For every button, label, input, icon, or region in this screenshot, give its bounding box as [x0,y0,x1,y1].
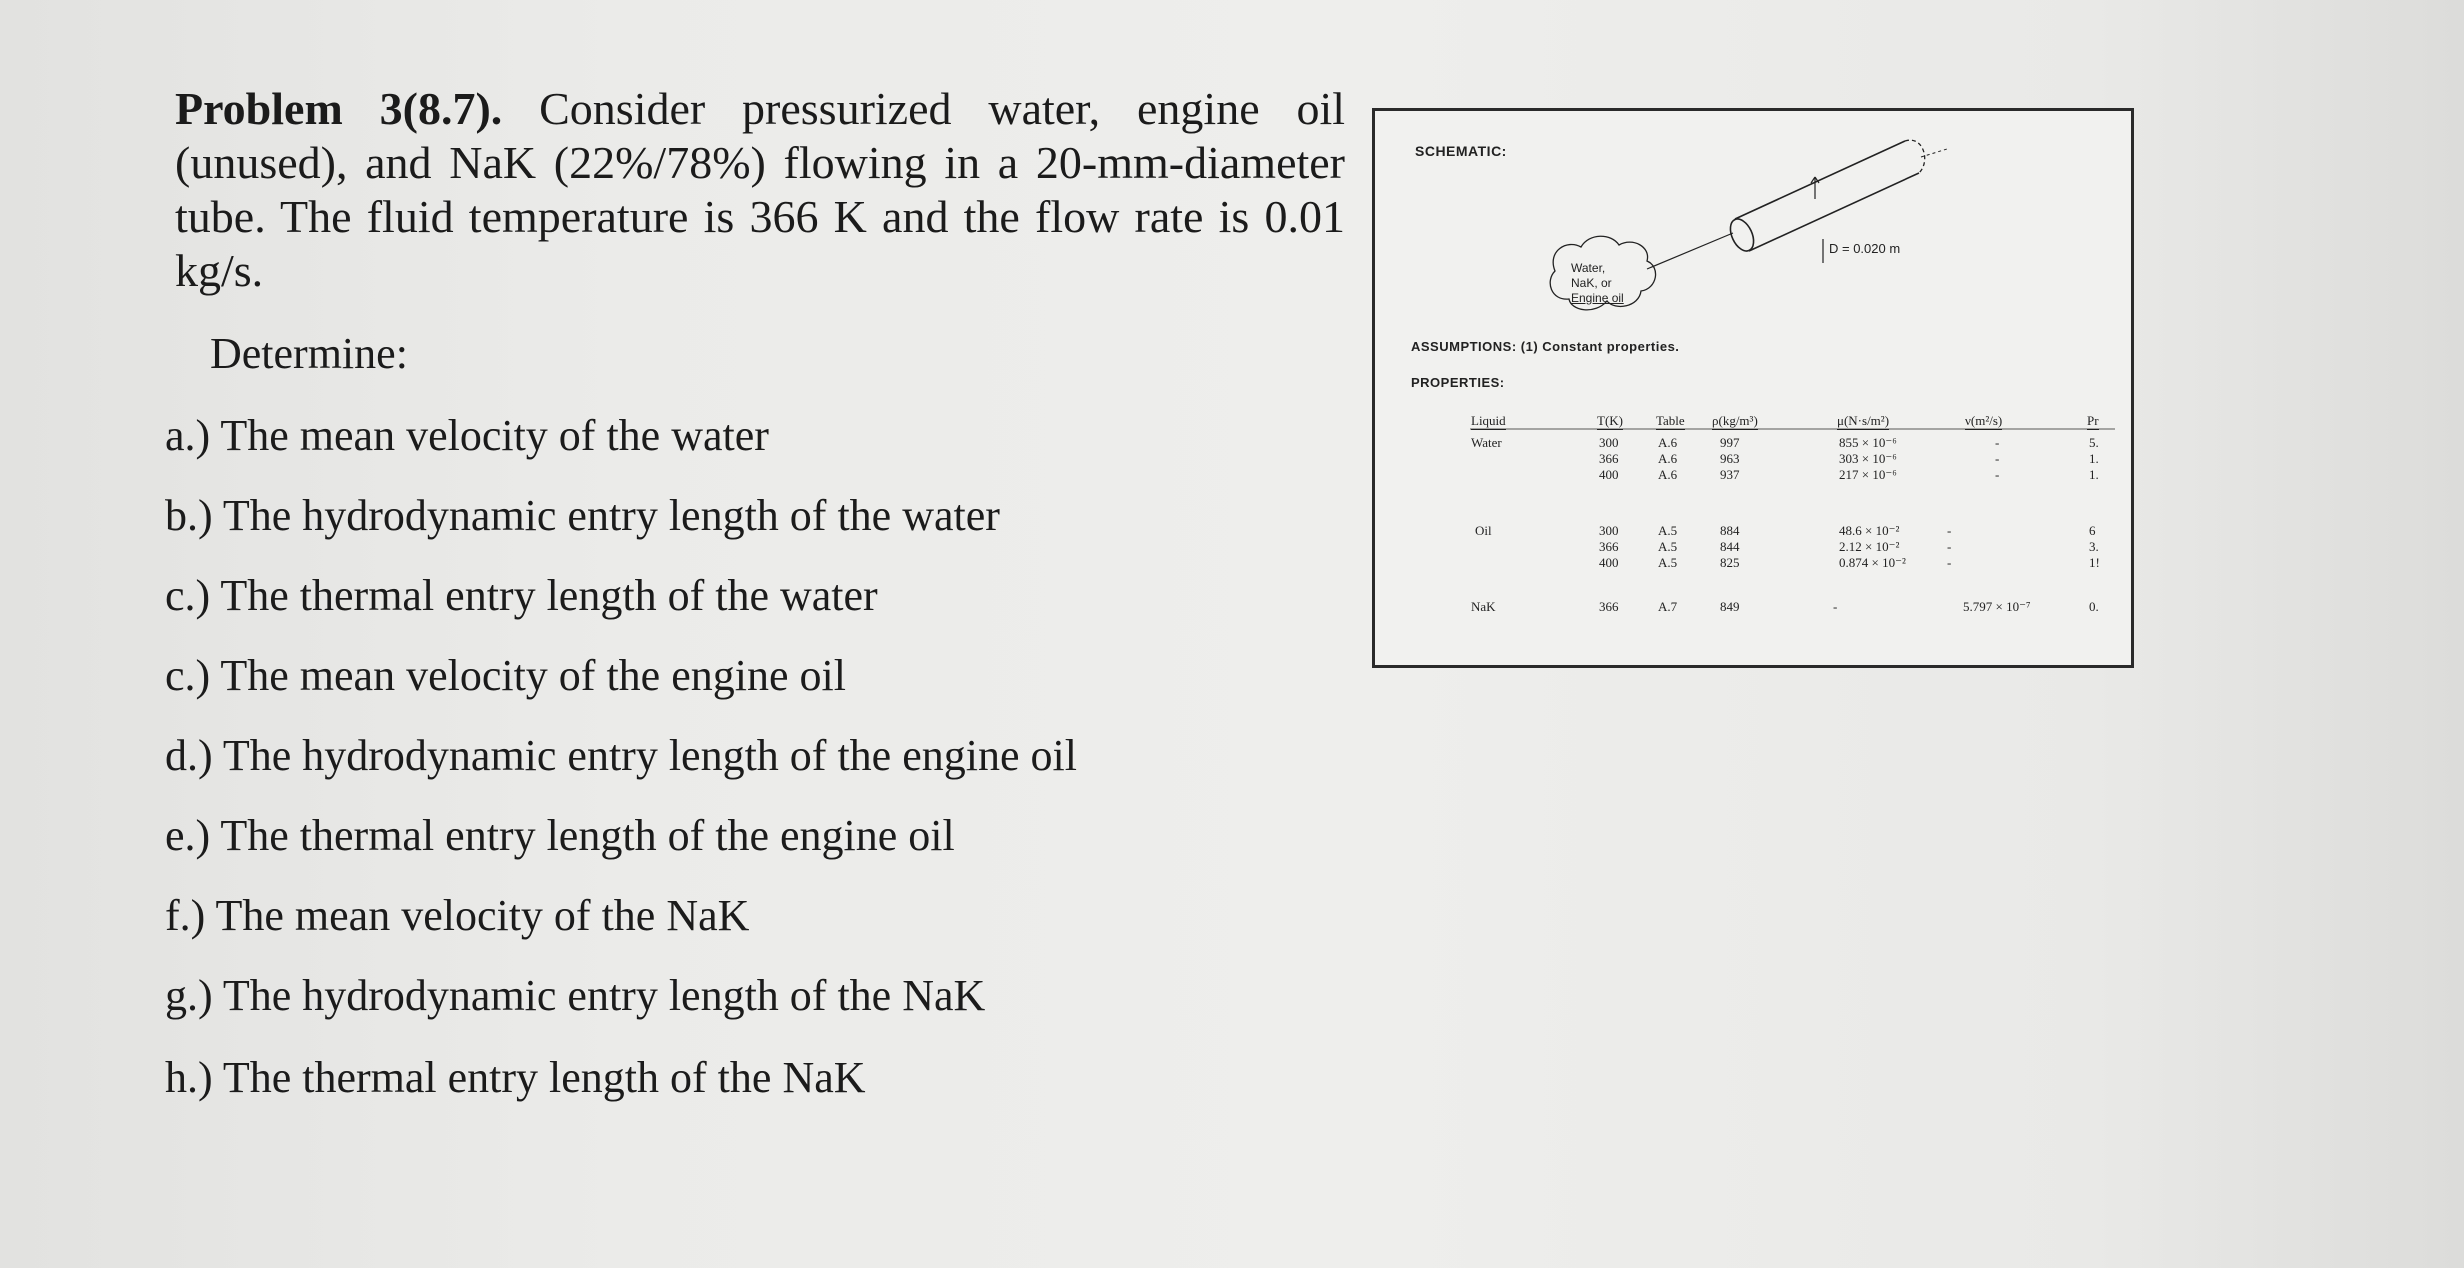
problem-heading: Problem 3(8.7). [175,83,503,134]
question-a-water-velocity: a.) The mean velocity of the water [165,411,769,460]
header-prandtl: Pr [2087,413,2099,428]
water-densities: 997 963 937 [1720,435,1740,482]
properties-label: PROPERTIES: [1411,375,1505,390]
problem-text: Consider pressurized water, engine oil (unused), and NaK (22%/78%) flowing in a 20-mm-diameter tube. The fluid temperature is 366 K and the flow rate is 0.01 kg/s. [175,83,1346,296]
question-g-nak-hydro-length: g.) The hydrodynamic entry length of the NaK [165,971,986,1020]
diameter-label: D = 0.020 m [1829,241,1901,256]
fluid-line-water: Water, [1571,261,1606,275]
oil-kinematic-viscosities: - - - [1947,523,1952,570]
question-c-water-thermal-length: c.) The thermal entry length of the water [165,571,878,620]
nak-density: 849 [1720,599,1740,614]
nak-viscosity: - [1833,599,1838,614]
fluid-line-nak: NaK, or [1571,276,1612,290]
water-liquid-name: Water [1471,435,1502,450]
assumptions-text: ASSUMPTIONS: (1) Constant properties. [1411,339,1680,354]
oil-table-refs: A.5 A.5 A.5 [1658,523,1678,570]
water-temperatures: 300 366 400 [1599,435,1619,482]
question-d-oil-hydro-length: d.) The hydrodynamic entry length of the engine oil [165,731,1077,780]
solution-schematic-panel [1372,108,2134,668]
nak-liquid-name: NaK [1471,599,1496,614]
nak-table-ref: A.7 [1658,599,1678,614]
nak-temperature: 366 [1599,599,1619,614]
water-kinematic-viscosities: - - - [1995,435,2000,482]
oil-liquid-name: Oil [1475,523,1492,538]
header-viscosity: μ(N·s/m²) [1837,413,1890,428]
oil-temperatures: 300 366 400 [1599,523,1619,570]
oil-prandtl: 6 3. 1! [2089,523,2100,570]
fluid-label [1571,261,1624,306]
header-liquid: Liquid [1471,413,1506,428]
nak-prandtl: 0. [2089,599,2099,614]
question-c-oil-velocity: c.) The mean velocity of the engine oil [165,651,846,700]
schematic-label: SCHEMATIC: [1415,143,1507,159]
water-viscosities: 855 × 10⁻⁶ 303 × 10⁻⁶ 217 × 10⁻⁶ [1839,435,1897,482]
question-e-oil-thermal-length: e.) The thermal entry length of the engine oil [165,811,955,860]
header-density: ρ(kg/m³) [1712,413,1758,428]
oil-viscosities: 48.6 × 10⁻² 2.12 × 10⁻² 0.874 × 10⁻² [1839,523,1906,570]
header-table: Table [1656,413,1685,428]
problem-statement [175,82,1345,298]
fluid-line-oil: Engine oil [1571,291,1624,305]
header-temperature: T(K) [1597,413,1623,428]
question-b-water-hydro-length: b.) The hydrodynamic entry length of the water [165,491,1000,540]
water-prandtl: 5. 1. 1. [2089,435,2099,482]
nak-kinematic-viscosity: 5.797 × 10⁻⁷ [1963,599,2031,614]
water-table-refs: A.6 A.6 A.6 [1658,435,1678,482]
question-f-nak-velocity: f.) The mean velocity of the NaK [165,891,750,940]
question-h-nak-thermal-length: h.) The thermal entry length of the NaK [165,1053,866,1102]
determine-label: Determine: [210,329,408,378]
oil-densities: 884 844 825 [1720,523,1740,570]
header-kinematic-viscosity: ν(m²/s) [1965,413,2003,428]
